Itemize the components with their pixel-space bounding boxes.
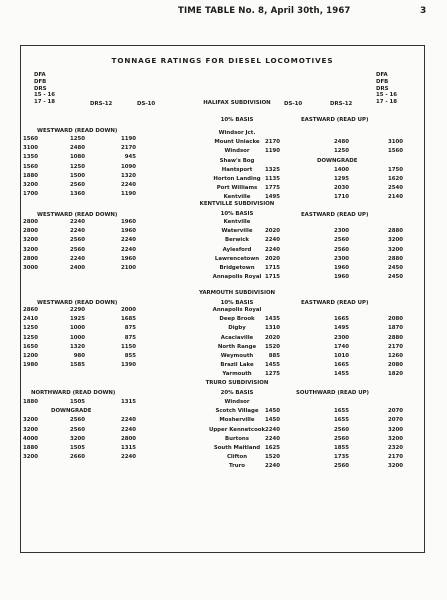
rating-value: 1200 xyxy=(23,353,39,359)
left-direction-heading: WESTWARD (READ DOWN) xyxy=(37,128,118,134)
rating-value: 1980 xyxy=(23,362,39,369)
rating-value: 3100 xyxy=(23,145,39,152)
rating-value: 1650 xyxy=(23,343,39,350)
rating-value: 2030 xyxy=(333,185,349,192)
rating-value: 2560 xyxy=(69,426,85,433)
rating-value: 980 xyxy=(73,353,85,359)
rating-value: 1310 xyxy=(264,325,280,332)
rating-value: 2100 xyxy=(120,265,136,271)
rating-value: 2240 xyxy=(69,219,85,225)
rating-value: 2240 xyxy=(120,426,136,433)
station-name: North Range xyxy=(217,343,257,350)
col-header-left-dfa: 15 - 16 xyxy=(34,92,55,99)
rating-value: 2880 xyxy=(387,334,403,341)
rating-value: 1190 xyxy=(264,148,280,155)
rating-value: 1960 xyxy=(120,255,136,262)
rating-value: 1250 xyxy=(23,325,39,332)
downgrade-label: DOWNGRADE xyxy=(317,157,358,164)
rating-value: 1315 xyxy=(120,445,136,451)
station-name: Brazil Lake xyxy=(220,362,254,369)
rating-value: 2240 xyxy=(264,435,280,442)
rating-value: 1925 xyxy=(69,316,85,323)
rating-value: 1250 xyxy=(69,163,85,170)
rating-value: 2300 xyxy=(333,228,349,235)
rating-value: 1190 xyxy=(120,191,136,198)
station-name: Bridgetown xyxy=(219,265,255,271)
section-basis: 10% BASIS xyxy=(220,117,254,123)
rating-value: 2560 xyxy=(69,237,85,244)
left-direction-heading: WESTWARD (READ DOWN) xyxy=(37,300,118,306)
station-name: Lawrencetown xyxy=(214,255,260,262)
rating-value: 1665 xyxy=(333,362,349,369)
rating-value: 3200 xyxy=(23,246,39,253)
rating-value: 2240 xyxy=(264,426,280,433)
station-name: Aylesford xyxy=(222,246,252,253)
rating-value: 1960 xyxy=(120,219,136,225)
station-name: Windsor Jct. xyxy=(218,130,256,136)
rating-value: 1505 xyxy=(69,445,85,451)
station-name: Weymouth xyxy=(220,353,254,359)
rating-value: 3200 xyxy=(23,182,39,188)
rating-value: 3200 xyxy=(387,463,403,470)
station-name: Shaw's Bog xyxy=(219,157,255,164)
rating-value: 2560 xyxy=(69,246,85,253)
rating-value: 2240 xyxy=(264,246,280,253)
rating-value: 1505 xyxy=(69,399,85,405)
station-name: Annapolis Royal xyxy=(212,307,262,313)
station-name: Windsor xyxy=(224,399,250,405)
rating-value: 3200 xyxy=(23,417,39,424)
station-name: Yarmouth xyxy=(222,371,252,378)
rating-value: 2000 xyxy=(120,307,136,313)
col-header-right-dfa: 15 - 16 xyxy=(376,92,397,99)
rating-value: 2300 xyxy=(333,255,349,262)
col-header-left-dfa: DRS xyxy=(34,85,47,92)
rating-value: 3200 xyxy=(23,426,39,433)
rating-value: 2860 xyxy=(23,307,39,313)
rating-value: 1010 xyxy=(333,353,349,359)
rating-value: 1315 xyxy=(120,399,136,405)
station-name: Kentville xyxy=(223,219,251,225)
rating-value: 1960 xyxy=(333,274,349,281)
rating-value: 875 xyxy=(124,325,136,332)
rating-value: 1090 xyxy=(120,163,136,170)
rating-value: 1250 xyxy=(333,148,349,155)
rating-value: 2020 xyxy=(264,255,280,262)
rating-value: 1450 xyxy=(264,408,280,415)
rating-value: 2170 xyxy=(387,454,403,461)
rating-value: 1715 xyxy=(264,265,280,271)
rating-value: 4000 xyxy=(23,435,39,442)
rating-value: 2800 xyxy=(120,435,136,442)
section-basis: 10% BASIS xyxy=(220,300,254,306)
rating-value: 2170 xyxy=(387,343,403,350)
station-name: Digby xyxy=(228,325,246,332)
rating-value: 3200 xyxy=(23,237,39,244)
rating-value: 2240 xyxy=(120,246,136,253)
rating-value: 2240 xyxy=(120,454,136,461)
col-header-right-drs12: DRS-12 xyxy=(330,101,353,107)
rating-value: 2290 xyxy=(69,307,85,313)
rating-value: 1560 xyxy=(387,148,403,155)
rating-value: 1360 xyxy=(69,191,85,198)
rating-value: 1400 xyxy=(333,166,349,173)
rating-value: 2480 xyxy=(333,139,349,146)
downgrade-label: DOWNGRADE xyxy=(51,408,92,415)
rating-value: 2140 xyxy=(387,194,403,201)
rating-value: 1080 xyxy=(69,154,85,161)
col-header-right-dfa: DFB xyxy=(376,78,389,85)
col-header-right-dfa: DFA xyxy=(376,72,388,78)
col-header-left-dfa: 17 - 18 xyxy=(34,99,55,106)
station-name: Scotch Village xyxy=(215,408,259,415)
rating-value: 2300 xyxy=(333,334,349,341)
station-name: Burtons xyxy=(225,435,249,442)
tonnage-table-frame xyxy=(20,45,425,553)
rating-value: 885 xyxy=(268,353,280,359)
rating-value: 2080 xyxy=(387,316,403,323)
rating-value: 1520 xyxy=(264,454,280,461)
rating-value: 2540 xyxy=(387,185,403,192)
rating-value: 2800 xyxy=(23,255,39,262)
rating-value: 1700 xyxy=(23,191,39,198)
rating-value: 1665 xyxy=(333,316,349,323)
station-name: Horton Landing xyxy=(213,176,261,182)
rating-value: 1560 xyxy=(23,136,39,142)
section-title: TRURO SUBDIVISION xyxy=(205,380,269,386)
station-name: Mount Uniacke xyxy=(214,139,260,146)
rating-value: 2240 xyxy=(69,228,85,235)
rating-value: 2880 xyxy=(387,228,403,235)
rating-value: 1495 xyxy=(264,194,280,201)
rating-value: 1855 xyxy=(333,445,349,451)
right-direction-heading: EASTWARD (READ UP) xyxy=(301,117,369,123)
section-basis: 20% BASIS xyxy=(220,390,254,396)
station-name: Port Williams xyxy=(216,185,258,192)
section-title: KENTVILLE SUBDIVISION xyxy=(199,201,275,207)
rating-value: 2560 xyxy=(69,182,85,188)
rating-value: 1625 xyxy=(264,445,280,451)
rating-value: 3100 xyxy=(387,139,403,146)
rating-value: 1320 xyxy=(69,343,85,350)
rating-value: 3200 xyxy=(387,426,403,433)
rating-value: 2560 xyxy=(333,435,349,442)
rating-value: 1500 xyxy=(69,172,85,179)
rating-value: 1880 xyxy=(23,172,39,179)
section-title: HALIFAX SUBDIVISION xyxy=(203,100,271,106)
col-header-left-ds10: DS-10 xyxy=(137,101,156,107)
rating-value: 1250 xyxy=(23,334,39,341)
rating-value: 1735 xyxy=(333,454,349,461)
rating-value: 1710 xyxy=(333,194,349,201)
rating-value: 3200 xyxy=(23,454,39,461)
rating-value: 1880 xyxy=(23,445,39,451)
rating-value: 1350 xyxy=(23,154,39,161)
rating-value: 1190 xyxy=(120,136,136,142)
rating-value: 2020 xyxy=(264,228,280,235)
rating-value: 2560 xyxy=(333,246,349,253)
rating-value: 3200 xyxy=(69,435,85,442)
rating-value: 2240 xyxy=(264,463,280,470)
station-name: South Maitland xyxy=(213,445,261,451)
station-name: Upper Kennetcook xyxy=(208,426,266,433)
page-header xyxy=(0,6,447,20)
rating-value: 1880 xyxy=(23,399,39,405)
station-name: Waterville xyxy=(221,228,253,235)
station-name: Berwick xyxy=(224,237,250,244)
rating-value: 2450 xyxy=(387,274,403,281)
rating-value: 2240 xyxy=(69,255,85,262)
rating-value: 1390 xyxy=(120,362,136,369)
station-name: Annapolis Royal xyxy=(212,274,262,281)
col-header-right-dfa: DRS xyxy=(376,85,389,92)
rating-value: 2660 xyxy=(69,454,85,461)
col-header-left-dfa: DFA xyxy=(34,72,46,78)
rating-value: 1250 xyxy=(69,136,85,142)
rating-value: 2410 xyxy=(23,316,39,323)
rating-value: 1135 xyxy=(264,176,280,182)
rating-value: 3200 xyxy=(387,237,403,244)
rating-value: 2880 xyxy=(387,255,403,262)
rating-value: 2800 xyxy=(23,219,39,225)
rating-value: 2240 xyxy=(264,237,280,244)
page-number: 3 xyxy=(420,6,427,16)
rating-value: 1820 xyxy=(387,371,403,378)
rating-value: 1870 xyxy=(387,325,403,332)
rating-value: 2170 xyxy=(264,139,280,146)
rating-value: 2240 xyxy=(120,417,136,424)
rating-value: 1655 xyxy=(333,417,349,424)
station-name: Clifton xyxy=(226,454,248,461)
station-name: Deep Brook xyxy=(219,316,255,323)
rating-value: 2170 xyxy=(120,145,136,152)
rating-value: 2560 xyxy=(333,237,349,244)
right-direction-heading: EASTWARD (READ UP) xyxy=(301,300,369,306)
rating-value: 1000 xyxy=(69,325,85,332)
rating-value: 2240 xyxy=(120,237,136,244)
rating-value: 1275 xyxy=(264,371,280,378)
rating-value: 1620 xyxy=(387,176,403,182)
rating-value: 1750 xyxy=(387,166,403,173)
station-name: Kentville xyxy=(223,194,251,201)
rating-value: 1150 xyxy=(120,343,136,350)
rating-value: 1685 xyxy=(120,316,136,323)
left-direction-heading: WESTWARD (READ DOWN) xyxy=(37,212,118,218)
rating-value: 1320 xyxy=(120,172,136,179)
table-title: TONNAGE RATINGS FOR DIESEL LOCOMOTIVES xyxy=(111,56,334,65)
rating-value: 1960 xyxy=(333,265,349,271)
rating-value: 2800 xyxy=(23,228,39,235)
rating-value: 1495 xyxy=(333,325,349,332)
rating-value: 855 xyxy=(124,353,136,359)
rating-value: 3000 xyxy=(23,265,39,271)
col-header-left-dfa: DFB xyxy=(34,78,47,85)
col-header-left-drs12: DRS-12 xyxy=(90,101,113,107)
rating-value: 1655 xyxy=(333,408,349,415)
right-direction-heading: EASTWARD (READ UP) xyxy=(301,212,369,218)
section-title: YARMOUTH SUBDIVISION xyxy=(198,290,276,296)
rating-value: 1715 xyxy=(264,274,280,281)
rating-value: 2560 xyxy=(69,417,85,424)
rating-value: 1295 xyxy=(333,176,349,182)
right-direction-heading: SOUTHWARD (READ UP) xyxy=(296,390,370,396)
rating-value: 1560 xyxy=(23,163,39,170)
rating-value: 2020 xyxy=(264,334,280,341)
rating-value: 1960 xyxy=(120,228,136,235)
rating-value: 1740 xyxy=(333,343,349,350)
station-name: Acaciaville xyxy=(220,334,254,341)
station-name: Mosherville xyxy=(219,417,255,424)
rating-value: 1260 xyxy=(387,353,403,359)
rating-value: 2450 xyxy=(387,265,403,271)
section-basis: 10% BASIS xyxy=(220,211,254,217)
rating-value: 1775 xyxy=(264,185,280,192)
rating-value: 2480 xyxy=(69,145,85,152)
rating-value: 2070 xyxy=(387,417,403,424)
timetable-title: TIME TABLE No. 8, April 30th, 1967 xyxy=(178,6,351,16)
rating-value: 875 xyxy=(124,334,136,341)
rating-value: 1455 xyxy=(333,371,349,378)
rating-value: 1000 xyxy=(69,334,85,341)
col-header-right-ds10: DS-10 xyxy=(284,101,303,107)
station-name: Windsor xyxy=(224,148,250,155)
rating-value: 2560 xyxy=(333,463,349,470)
station-name: Truro xyxy=(229,463,245,470)
rating-value: 2320 xyxy=(387,445,403,451)
rating-value: 2400 xyxy=(69,265,85,271)
rating-value: 2240 xyxy=(120,182,136,188)
rating-value: 1435 xyxy=(264,316,280,323)
rating-value: 1585 xyxy=(69,362,85,369)
rating-value: 2560 xyxy=(333,426,349,433)
rating-value: 3200 xyxy=(387,246,403,253)
rating-value: 1455 xyxy=(264,362,280,369)
rating-value: 2070 xyxy=(387,408,403,415)
rating-value: 1325 xyxy=(264,166,280,173)
rating-value: 945 xyxy=(124,154,136,161)
rating-value: 2080 xyxy=(387,362,403,369)
rating-value: 3200 xyxy=(387,435,403,442)
col-header-right-dfa: 17 - 18 xyxy=(376,99,397,106)
rating-value: 1520 xyxy=(264,343,280,350)
station-name: Hantsport xyxy=(221,166,253,173)
left-direction-heading: NORTHWARD (READ DOWN) xyxy=(31,390,116,396)
rating-value: 1450 xyxy=(264,417,280,424)
